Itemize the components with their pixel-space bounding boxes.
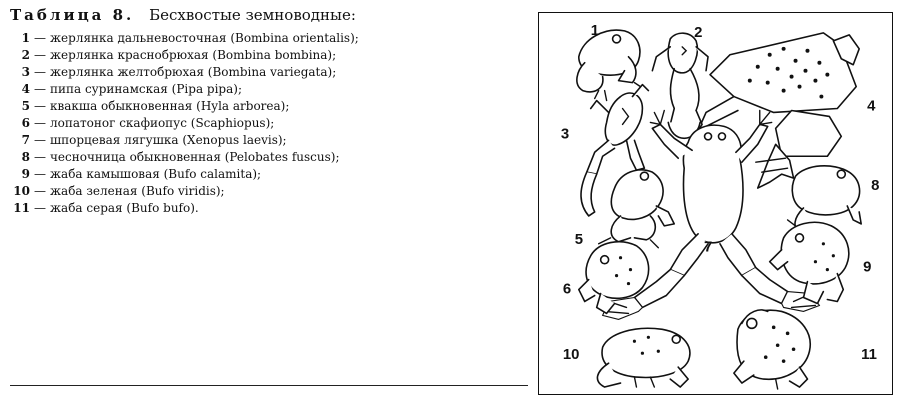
legend-item (10, 132, 530, 149)
legend-text: жерлянка дальневосточная (Bombina orientalis); (50, 31, 359, 45)
figure-number-4: 4 (867, 98, 876, 115)
legend-text: чесночница обыкновенная (Pelobates fuscus); (50, 150, 340, 164)
legend-number: 10 (13, 184, 30, 198)
legend-dash: — (34, 82, 46, 96)
figure-number-2: 2 (694, 24, 703, 41)
legend-dash: — (34, 201, 46, 215)
amphibian-illustration (538, 12, 893, 395)
species-legend (10, 30, 530, 217)
illustration-canvas (539, 13, 892, 394)
figure-number-11: 11 (861, 347, 877, 364)
frog-drawing-hyla-arborea (599, 170, 675, 248)
figure-number-6: 6 (562, 281, 572, 298)
figure-number-1: 1 (590, 22, 600, 39)
legend-dash: — (34, 99, 46, 113)
table-label: Таблица 8. (10, 6, 135, 24)
frog-drawing-bufo-viridis (597, 328, 689, 387)
legend-number: 2 (21, 48, 30, 62)
figure-number-8: 8 (871, 178, 880, 195)
legend-number: 4 (21, 82, 30, 96)
legend-number: 7 (21, 133, 30, 147)
legend-item (10, 81, 530, 98)
legend-item (10, 183, 530, 200)
figure-number-3: 3 (560, 126, 570, 143)
legend-item (10, 200, 530, 217)
legend-dash: — (34, 65, 46, 79)
figure-number-10: 10 (562, 347, 580, 364)
legend-text: жерлянка желтобрюхая (Bombina variegata); (50, 65, 337, 79)
legend-text: жаба серая (Bufo bufo). (50, 201, 199, 215)
frog-drawing-bombina-orientalis (577, 30, 641, 100)
legend-item (10, 115, 530, 132)
frog-drawing-bufo-bufo (734, 310, 810, 389)
legend-text: пипа суринамская (Pipa pipa); (50, 82, 242, 96)
legend-number: 1 (21, 31, 30, 45)
legend-number: 3 (21, 65, 30, 79)
legend-number: 9 (21, 167, 30, 181)
legend-item (10, 149, 530, 166)
figure-number-7: 7 (704, 239, 713, 256)
table-caption (10, 4, 530, 217)
legend-text: жаба камышовая (Bufo calamita); (50, 167, 262, 181)
legend-number: 6 (21, 116, 30, 130)
legend-text: жерлянка краснобрюхая (Bombina bombina); (50, 48, 337, 62)
caption-heading (10, 4, 530, 26)
legend-dash: — (34, 31, 46, 45)
figure-number-5: 5 (574, 231, 584, 248)
figure-number-9: 9 (863, 259, 872, 276)
legend-item (10, 64, 530, 81)
bottom-rule (10, 385, 528, 386)
table-subtitle: Бесхвостые земноводные: (149, 6, 356, 24)
legend-item (10, 47, 530, 64)
legend-number: 5 (21, 99, 30, 113)
legend-number: 11 (13, 201, 30, 215)
legend-item (10, 30, 530, 47)
legend-dash: — (34, 48, 46, 62)
legend-text: лопатоног скафиопус (Scaphiopus); (50, 116, 275, 130)
legend-dash: — (34, 116, 46, 130)
legend-text: жаба зеленая (Bufo viridis); (50, 184, 225, 198)
legend-item (10, 166, 530, 183)
legend-text: шпорцевая лягушка (Xenopus laevis); (50, 133, 287, 147)
legend-dash: — (34, 150, 46, 164)
legend-dash: — (34, 167, 46, 181)
legend-item (10, 98, 530, 115)
legend-dash: — (34, 184, 46, 198)
legend-number: 8 (21, 150, 30, 164)
legend-text: квакша обыкновенная (Hyla arborea); (50, 99, 290, 113)
legend-dash: — (34, 133, 46, 147)
